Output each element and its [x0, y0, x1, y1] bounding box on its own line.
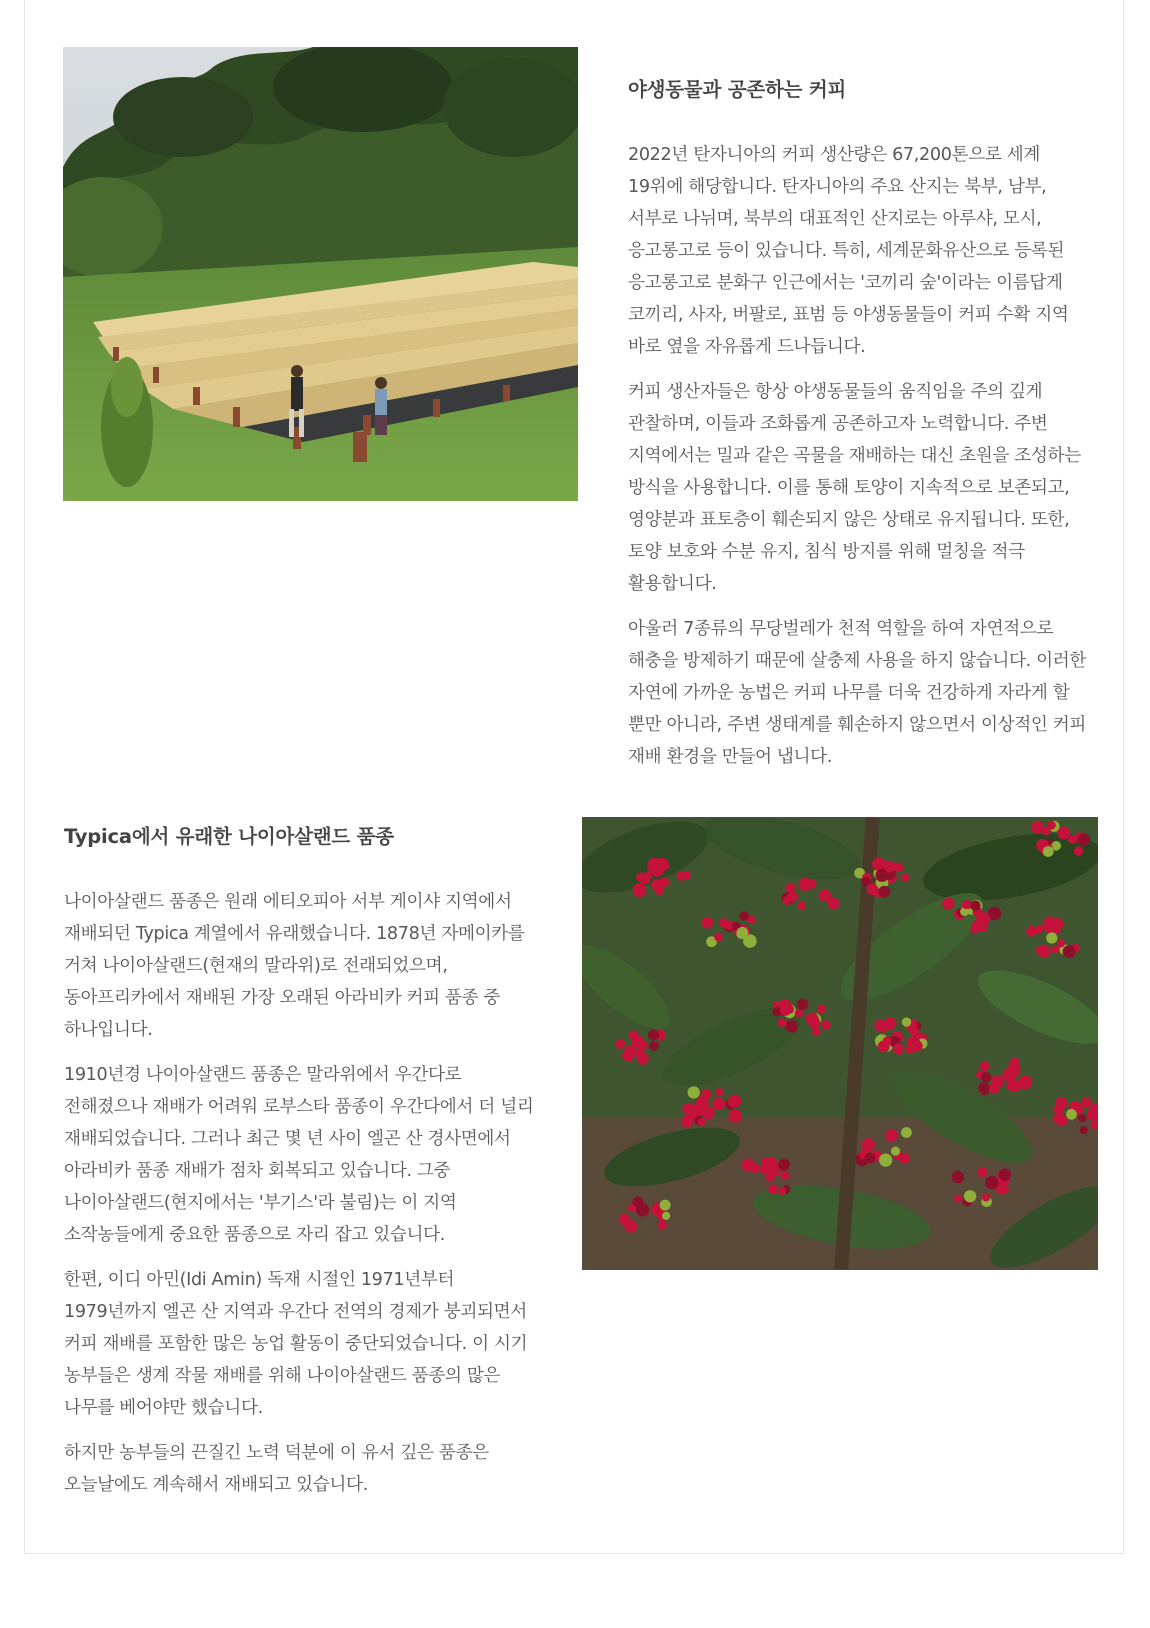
typica-section — [64, 821, 544, 1514]
typica-paragraph: 하지만 농부들의 끈질긴 노력 덕분에 이 유서 깊은 품종은 오늘날에도 계속해서 재배되고 있습니다. — [64, 1443, 489, 1495]
typica-paragraph: 한편, 이디 아민(Idi Amin) 독재 시절인 1971년부터 1979년까지 엘곤 산 지역과 우간다 전역의 경제가 붕괴되면서 커피 재배를 포함한 많은 농업 활동이 중단되었습니다. 이 시기 농부들은 생계 작물 재배를 위해 나이아살랜드 품종의 많은 나무를 베어야만 했습니다. — [64, 1270, 528, 1418]
wildlife-paragraph: 아울러 7종류의 무당벌레가 천적 역할을 하여 자연적으로 해충을 방제하기 때문에 살충제 사용을 하지 않습니다. 이러한 자연에 가까운 농법은 커피 나무를 더욱 건강하게 자라게 할 뿐만 아니라, 주변 생태계를 훼손하지 않으면서 이상적인 커피 재배 환경을 만들어 냅니다. — [628, 619, 1087, 767]
typica-section-title: Typica에서 유래한 나이아살랜드 품종 — [64, 825, 394, 848]
wildlife-section — [628, 74, 1098, 786]
typica-paragraph: 1910년경 나이아살랜드 품종은 말라위에서 우간다로 전해졌으나 재배가 어려워 로부스타 품종이 우간다에서 더 널리 재배되었습니다. 그러나 최근 몇 년 사이 엘곤 산 경사면에서 아라비카 품종 재배가 점차 회복되고 있습니다. 그중 나이아살랜드(현지에서는 '부기스'라 불림)는 이 지역 소작농들에게 중요한 품종으로 자리 잡고 있습니다. — [64, 1065, 534, 1245]
wildlife-paragraph: 2022년 탄자니아의 커피 생산량은 67,200톤으로 세계 19위에 해당합니다. 탄자니아의 주요 산지는 북부, 남부, 서부로 나뉘며, 북부의 대표적인 산지로는 아루샤, 모시, 응고롱고로 등이 있습니다. 특히, 세계문화유산으로 등록된 응고롱고로 분화구 인근에서는 '코끼리 숲'이라는 이름답게 코끼리, 사자, 버팔로, 표범 등 야생동물들이 커피 수확 지역 바로 옆을 자유롭게 드나듭니다. — [628, 145, 1069, 357]
coffee-drying-beds-photo — [63, 47, 578, 501]
typica-paragraph: 나이아살랜드 품종은 원래 에티오피아 서부 게이샤 지역에서 재배되던 Typica 계열에서 유래했습니다. 1878년 자메이카를 거쳐 나이아살랜드(현재의 말라위)로 전래되었으며, 동아프리카에서 재배된 가장 오래된 아라비카 커피 품종 중 하나입니다. — [64, 892, 525, 1040]
wildlife-section-title: 야생동물과 공존하는 커피 — [628, 78, 847, 101]
coffee-cherries-photo — [582, 817, 1098, 1270]
wildlife-paragraph: 커피 생산자들은 항상 야생동물들의 움직임을 주의 깊게 관찰하며, 이들과 조화롭게 공존하고자 노력합니다. 주변 지역에서는 밀과 같은 곡물을 재배하는 대신 초원을 조성하는 방식을 사용합니다. 이를 통해 토양이 지속적으로 보존되고, 영양분과 표토층이 훼손되지 않은 상태로 유지됩니다. 또한, 토양 보호와 수분 유지, 침식 방지를 위해 멀칭을 적극 활용합니다. — [628, 382, 1081, 594]
